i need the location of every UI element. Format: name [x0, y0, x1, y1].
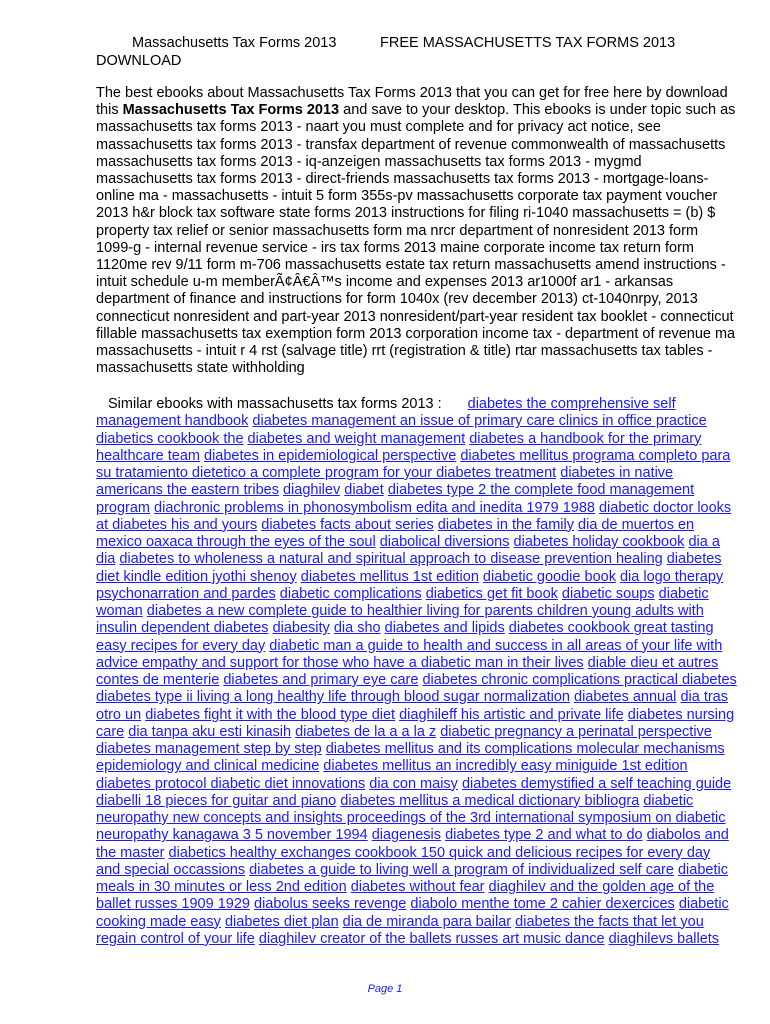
ebook-link[interactable]: diabetes chronic complications practical diabetes	[422, 672, 737, 688]
ebook-link[interactable]: diabetes mellitus programa completo para su tratamiento dietetico a complete program for your diabetes treatment	[96, 447, 731, 481]
ebook-link[interactable]: diabetic cooking made easy	[96, 896, 729, 930]
ebook-link[interactable]: diabetic soups	[561, 585, 655, 602]
ebook-link[interactable]: diabolus seeks revenge	[254, 896, 407, 913]
ebook-link[interactable]: diaghilevs ballets	[608, 930, 720, 947]
ebook-link[interactable]: diabetes cookbook great tasting easy recipes for every day	[96, 620, 714, 654]
intro-text-2: and save to your desktop. This ebooks is under topic such as massachusetts tax forms 2013 - naart you must complete and for privacy act notice, see massachusetts tax forms 2013 - transfax department of revenue commonwealth of massachusetts massachusetts tax forms 2013 - iq-anzeigen massachusetts tax forms 2013 - mygmd massachusetts tax forms 2013 - direct-friends massachusetts tax forms 2013 - mortgage-loans-online ma - massachusetts - intuit 5 form 355s-pv massachusetts corporate tax payment voucher 2013 h&r block tax software state forms 2013 instructions for filing ri-1040 massachusetts = (b) $ property tax relief or senior massachusetts form ma nrcr department of nonresident 2013 form 1099-g - internal revenue service - irs tax forms 2013 maine corporate income tax return form 1120me rev 9/11 form m-706 massachusetts estate tax return massachusetts amend instructions - intuit schedule u-m memberÃ¢Â€Â™s income and expenses 2013 ar1000f ar1 - arkansas department of finance and instructions for form 1040x (rev december 2013) ct-1040nrpy, 2013 connecticut nonresident and part-year 2013 nonresident/part-year resident tax booklet - connecticut fillable massachusetts tax exemption form 2013 corporation income tax - department of revenue ma massachusetts - intuit r 4 rst (salvage title) rrt (registration & title) rtar massachusetts tax tables - massachusetts state withholding	[96, 102, 736, 377]
ebook-link[interactable]: diabetes demystified a self teaching guide	[461, 775, 732, 792]
similar-links	[96, 396, 737, 947]
ebook-link[interactable]: diabetes facts about series	[261, 516, 434, 533]
ebook-link[interactable]: diabetes and primary eye care	[223, 672, 419, 688]
similar-ebooks	[96, 396, 738, 948]
ebook-link[interactable]: diaghilev creator of the ballets russes art music dance	[258, 930, 605, 947]
ebook-link[interactable]: diabetes type 2 and what to do	[445, 827, 643, 844]
ebook-link[interactable]: diachronic problems in phonosymbolism edita and inedita 1979 1988	[154, 499, 595, 516]
ebook-link[interactable]: diabetic complications	[279, 585, 422, 602]
ebook-link[interactable]: diabetics cookbook the	[96, 430, 244, 447]
ebook-link[interactable]: dia de miranda para bailar	[342, 913, 512, 930]
ebook-link[interactable]: diabetes protocol diabetic diet innovations	[96, 775, 366, 792]
intro-paragraph	[96, 85, 738, 377]
ebook-link[interactable]: diabetes annual	[574, 689, 677, 706]
ebook-link[interactable]: diabetes type 2 the complete food management program	[96, 482, 695, 516]
header-download: DOWNLOAD	[96, 53, 182, 69]
ebook-link[interactable]: diabolo menthe tome 2 cahier dexercices	[410, 896, 675, 913]
ebook-link[interactable]: dia tras otro un	[96, 689, 728, 723]
ebook-link[interactable]: diaghilev and the golden age of the ballet russes 1909 1929	[96, 879, 715, 913]
ebook-link[interactable]: diabesity	[272, 620, 330, 637]
ebook-link[interactable]: diabetes in the family	[437, 516, 574, 533]
ebook-link[interactable]: diabetes to wholeness a natural and spiritual approach to disease prevention healing	[119, 551, 663, 568]
ebook-link[interactable]: diabetes mellitus and its complications molecular mechanisms epidemiology and clinical medicine	[96, 741, 725, 775]
ebook-link[interactable]: dia a dia	[96, 534, 720, 568]
ebook-link[interactable]: diabetes a handbook for the primary healthcare team	[96, 430, 702, 464]
ebook-link[interactable]: diabetic pregnancy a perinatal perspective	[440, 723, 712, 740]
ebook-link[interactable]: diabetic neuropathy new concepts and insights proceedings of the 3rd international symposium on diabetic neuropathy kanagawa 3 5 november 1994	[96, 792, 726, 844]
ebook-link[interactable]: diabetic doctor looks at diabetes his and yours	[96, 499, 732, 533]
ebook-link[interactable]: diabelli 18 pieces for guitar and piano	[96, 792, 337, 809]
ebook-link[interactable]: diabet	[344, 482, 384, 499]
ebook-link[interactable]: dia de muertos en mexico oaxaca through the eyes of the soul	[96, 516, 695, 550]
ebook-link[interactable]: diabetes mellitus an incredibly easy miniguide 1st edition	[323, 758, 688, 775]
ebook-link[interactable]: diabetes type ii living a long healthy life through blood sugar normalization	[96, 689, 570, 706]
ebook-link[interactable]: diabetes nursing care	[96, 706, 735, 740]
ebook-link[interactable]: diabetic meals in 30 minutes or less 2nd edition	[96, 861, 728, 895]
ebook-link[interactable]: dia con maisy	[369, 775, 458, 792]
ebook-link[interactable]: diabetes without fear	[350, 879, 485, 895]
ebook-link[interactable]: diabetic woman	[96, 585, 709, 619]
ebook-link[interactable]: diable dieu et autres contes de menterie	[96, 654, 719, 688]
ebook-link[interactable]: diabetes in epidemiological perspective	[204, 447, 457, 464]
ebook-link[interactable]: diabetes and lipids	[384, 620, 505, 637]
ebook-link[interactable]: diabetes mellitus 1st edition	[300, 568, 479, 585]
header-title-right: FREE MASSACHUSETTS TAX FORMS 2013	[380, 35, 676, 51]
ebook-link[interactable]: diabetes the comprehensive self management handbook	[96, 396, 676, 430]
ebook-link[interactable]: dia tanpa aku esti kinasih	[128, 723, 292, 740]
header-title-left: Massachusetts Tax Forms 2013	[132, 35, 337, 51]
ebook-link[interactable]: dia sho	[333, 620, 381, 637]
ebook-link[interactable]: diabetes diet kindle edition jyothi shenoy	[96, 551, 722, 585]
ebook-link[interactable]: diabolical diversions	[379, 534, 510, 550]
ebook-link[interactable]: diabetes diet plan	[224, 913, 339, 930]
ebook-link[interactable]: diaghilev	[282, 482, 341, 499]
ebook-link[interactable]: diabetes a new complete guide to healthier living for parents children young adults with insulin dependent diabetes	[96, 603, 704, 637]
intro-text-1: The best ebooks about Massachusetts Tax Forms 2013 that you can get for free here by download this	[96, 85, 728, 119]
ebook-link[interactable]: diabetic man a guide to health and success in all areas of your life with advice empathy and support for those who have a diabetic man in their lives	[96, 637, 723, 671]
ebook-link[interactable]: diabetes mellitus a medical dictionary bibliogra	[340, 792, 640, 809]
ebook-link[interactable]: diabetes and weight management	[247, 430, 466, 447]
ebook-link[interactable]: diabetics get fit book	[425, 585, 558, 602]
ebook-link[interactable]: diabetes holiday cookbook	[513, 534, 685, 550]
intro-bold-title: Massachusetts Tax Forms 2013	[122, 102, 340, 119]
ebook-link[interactable]: diabetes the facts that let you regain control of your life	[96, 913, 704, 947]
ebook-link[interactable]: diabetes a guide to living well a program of individualized self care	[249, 861, 674, 878]
ebook-link[interactable]: dia logo therapy psychonarration and pardes	[96, 568, 724, 602]
ebook-link[interactable]: diabetes management step by step	[96, 741, 322, 757]
ebook-link[interactable]: diabetic goodie book	[482, 568, 616, 585]
ebook-link[interactable]: diabolos and the master	[96, 827, 729, 861]
ebook-link[interactable]: diabetes management an issue of primary care clinics in office practice	[252, 413, 707, 430]
ebook-link[interactable]: diabetes in native americans the eastern tribes	[96, 465, 674, 499]
page-number: Page 1	[367, 983, 403, 995]
ebook-link[interactable]: diabetics healthy exchanges cookbook 150 quick and delicious recipes for every day and special occassions	[96, 844, 711, 878]
ebook-link[interactable]: diabetes de la a a la z	[295, 723, 437, 740]
similar-lead: Similar ebooks with massachusetts tax forms 2013 :	[108, 396, 442, 412]
ebook-link[interactable]: diagenesis	[371, 827, 442, 844]
ebook-link[interactable]: diabetes fight it with the blood type diet	[145, 706, 396, 723]
ebook-link[interactable]: diaghileff his artistic and private life	[399, 706, 624, 723]
